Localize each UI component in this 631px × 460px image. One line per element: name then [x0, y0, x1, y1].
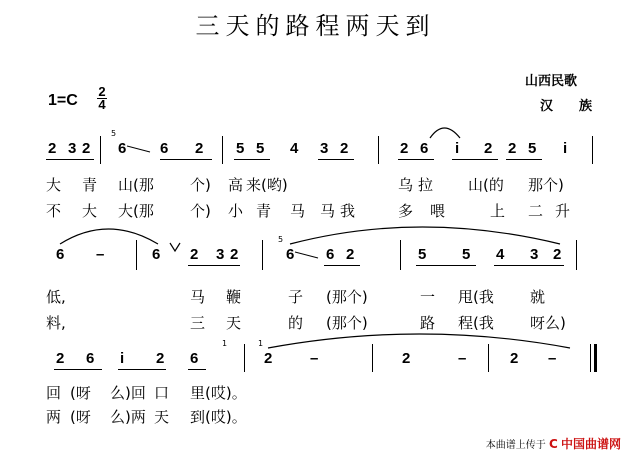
note: 2 [190, 246, 199, 263]
note: i [120, 350, 125, 367]
note: 6 [86, 350, 95, 367]
note: 4 [496, 246, 505, 263]
note: i [563, 140, 568, 157]
lyric: 喂 [430, 202, 446, 220]
note: 2 [484, 140, 493, 157]
lyric: 鞭 [226, 288, 242, 306]
lyric: 天 [226, 314, 242, 332]
lyric: 路 [420, 314, 436, 332]
note: 6 [420, 140, 429, 157]
lyric: (那个) [326, 314, 368, 332]
note: 2 [156, 350, 165, 367]
lyric: 山(的 [468, 176, 504, 194]
note: 2 [56, 350, 65, 367]
note: 3 [216, 246, 225, 263]
footer-brand: 中国曲谱网 [560, 437, 621, 451]
lyric: 料, [46, 314, 66, 332]
lyric: 马 [190, 288, 206, 306]
lyric: 个) [190, 176, 211, 194]
footer-text: 本曲谱上传于 [485, 440, 546, 451]
lyric: 那个) [528, 176, 564, 194]
lyric: 么)回 [110, 384, 146, 402]
note: 6 [152, 246, 161, 263]
note: 6 [118, 140, 127, 157]
lyric: 马 [320, 202, 336, 220]
lyric: 二 [528, 202, 544, 220]
note: 4 [290, 140, 299, 157]
lyric: 甩(我 [458, 288, 494, 306]
lyric: 到(哎)。 [190, 408, 247, 426]
key-signature: 1=C [48, 92, 78, 109]
note: 2 [510, 350, 519, 367]
note: 6 [326, 246, 335, 263]
note: i [455, 140, 460, 157]
lyric: 么)两 [110, 408, 146, 426]
lyric: 大 [46, 176, 62, 194]
lyric: (呀 [70, 384, 91, 402]
lyric: 青 [82, 176, 98, 194]
note: 5 [256, 140, 265, 157]
footer-credit [486, 435, 621, 452]
note: 2 [553, 246, 562, 263]
note: 6 [56, 246, 65, 263]
lyric: 马 [290, 202, 306, 220]
note: – [96, 246, 105, 263]
lyric: 来(哟) [246, 176, 288, 194]
lyric: (呀 [70, 408, 91, 426]
lyric: 高 [228, 176, 244, 194]
lyric: 山(那 [118, 176, 154, 194]
note: 2 [400, 140, 409, 157]
lyric: 回 [46, 384, 62, 402]
lyric: 里(哎)。 [190, 384, 247, 402]
note: 6 [160, 140, 169, 157]
lyric: 小 [228, 202, 244, 220]
lyric: 个) [190, 202, 211, 220]
lyric: 两 [46, 408, 62, 426]
lyric: 我 [340, 202, 356, 220]
lyric: 子 [288, 288, 304, 306]
lyric: 口 [154, 384, 170, 402]
note: 3 [320, 140, 329, 157]
note: 5 [528, 140, 537, 157]
note: 6 [286, 246, 295, 263]
lyric: 不 [46, 202, 62, 220]
note: 6 [190, 350, 199, 367]
song-source: 山西民歌 [525, 74, 578, 89]
lyric: 呀么) [530, 314, 566, 332]
lyric: 的 [288, 314, 304, 332]
lyric: 上 [490, 202, 506, 220]
note: 2 [508, 140, 517, 157]
note: 5 [462, 246, 471, 263]
lyric: 天 [154, 408, 170, 426]
lyric: 一 [420, 288, 436, 306]
lyric: 拉 [418, 176, 434, 194]
note: 3 [68, 140, 77, 157]
site-logo-icon: C [548, 437, 558, 451]
time-signature: 2 4 [98, 84, 106, 112]
note: 2 [346, 246, 355, 263]
lyric: 升 [555, 202, 571, 220]
lyric: 就 [530, 288, 546, 306]
svg-text:5: 5 [111, 129, 117, 138]
lyric: 乌 [398, 176, 414, 194]
lyric: 多 [398, 202, 414, 220]
lyric: 大 [82, 202, 98, 220]
lyric: 程(我 [458, 314, 494, 332]
note: 3 [530, 246, 539, 263]
note: 2 [82, 140, 91, 157]
song-title: 三天的路程两天到 [195, 12, 436, 40]
note: 5 [236, 140, 245, 157]
note: 2 [230, 246, 239, 263]
note: 2 [402, 350, 411, 367]
lyric: (那个) [326, 288, 368, 306]
lyric: 低, [46, 288, 66, 306]
note: 5 [418, 246, 427, 263]
note: – [548, 350, 557, 367]
note: – [458, 350, 467, 367]
lyric: 大(那 [118, 202, 154, 220]
lyric: 三 [190, 314, 206, 332]
note: 2 [340, 140, 349, 157]
note: 2 [195, 140, 204, 157]
note: – [310, 350, 319, 367]
note: 2 [264, 350, 273, 367]
svg-text:1: 1 [258, 339, 264, 348]
note: 2 [48, 140, 57, 157]
svg-text:1: 1 [222, 339, 228, 348]
song-ethnicity: 汉 族 [540, 99, 593, 114]
lyric: 青 [256, 202, 272, 220]
svg-text:5: 5 [278, 235, 284, 244]
